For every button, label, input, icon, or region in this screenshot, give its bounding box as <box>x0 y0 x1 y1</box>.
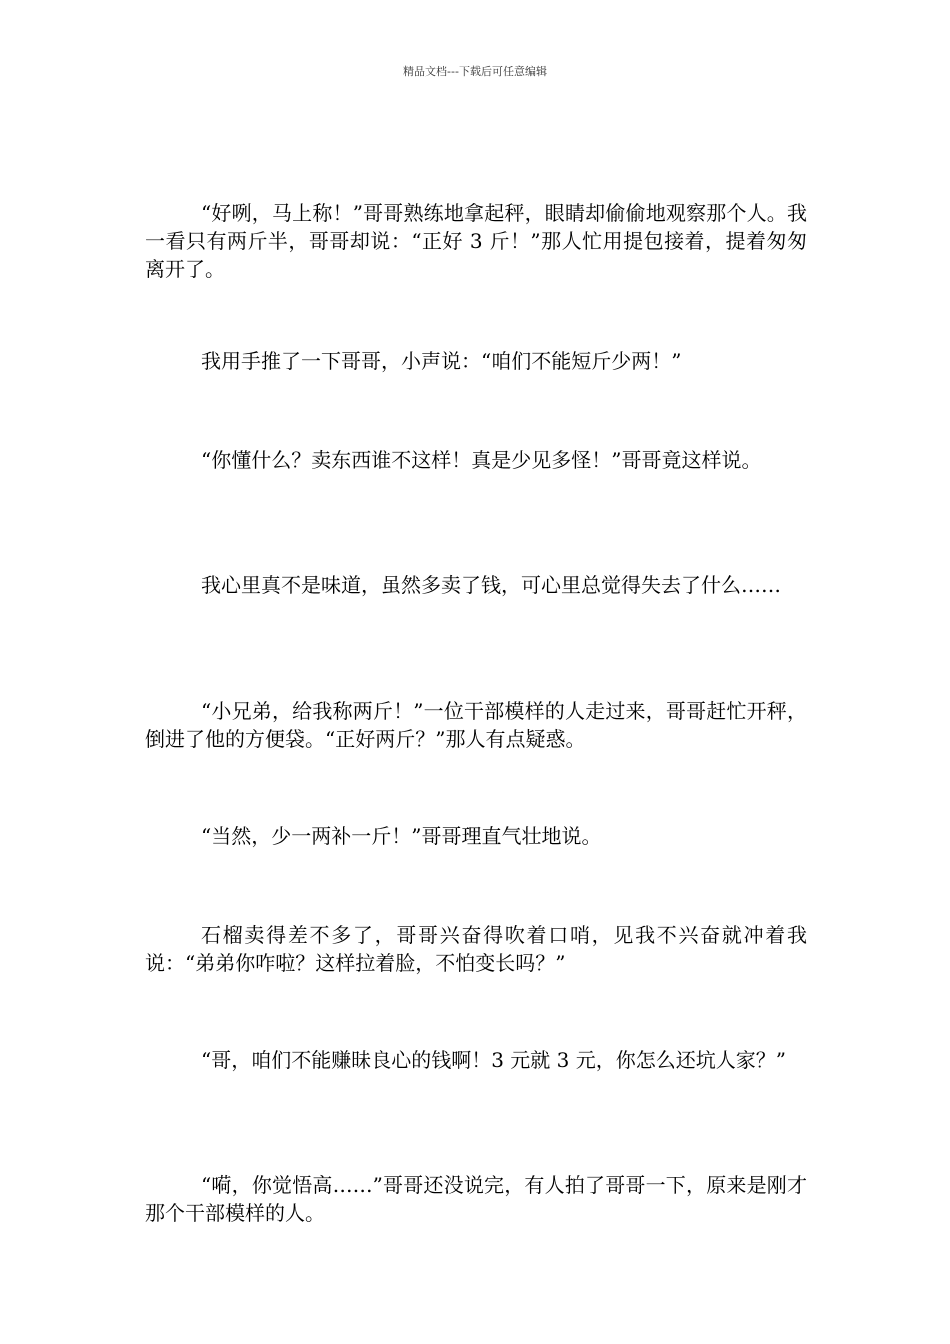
paragraph-3: “你懂什么？卖东西谁不这样！真是少见多怪！”哥哥竟这样说。 <box>201 448 762 472</box>
paragraph-6: “当然，少一两补一斤！”哥哥理直气壮地说。 <box>201 824 602 848</box>
paragraph-5: “小兄弟，给我称两斤！”一位干部模样的人走过来，哥哥赶忙开秤，倒进了他的方便袋。“正好两斤？”那人有点疑惑。 <box>145 699 807 751</box>
page-header: 精品文档---下载后可任意编辑 <box>403 65 547 78</box>
paragraph-8: “哥，咱们不能赚昧良心的钱啊！3 元就 3 元，你怎么还坑人家？” <box>201 1048 786 1072</box>
paragraph-9: “嗬，你觉悟高……”哥哥还没说完，有人拍了哥哥一下，原来是刚才那个干部模样的人。 <box>145 1173 807 1225</box>
paragraph-2: 我用手推了一下哥哥，小声说：“咱们不能短斤少两！” <box>201 349 682 373</box>
paragraph-1: “好咧，马上称！”哥哥熟练地拿起秤，眼睛却偷偷地观察那个人。我一看只有两斤半，哥哥却说：“正好 3 斤！”那人忙用提包接着，提着匆匆离开了。 <box>145 201 807 281</box>
paragraph-4: 我心里真不是味道，虽然多卖了钱，可心里总觉得失去了什么…… <box>201 573 781 597</box>
paragraph-7: 石榴卖得差不多了，哥哥兴奋得吹着口哨，见我不兴奋就冲着我说：“弟弟你咋啦？这样拉着脸，不怕变长吗？” <box>145 923 807 975</box>
